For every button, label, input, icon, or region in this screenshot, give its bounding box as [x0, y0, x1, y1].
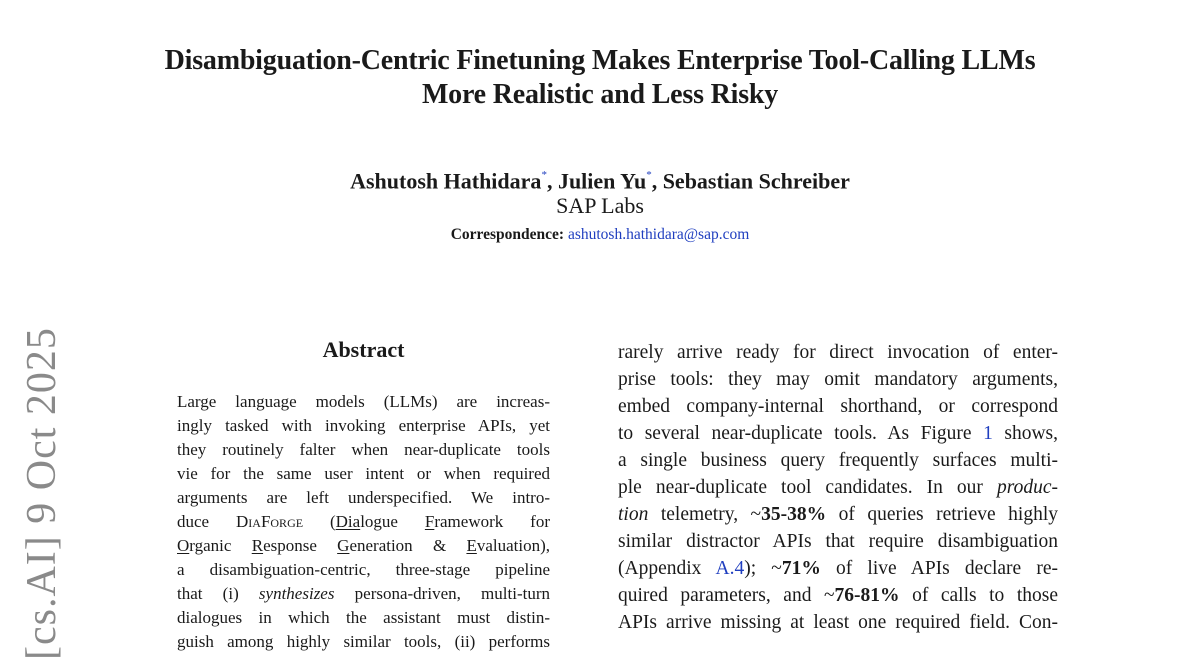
abstract-line: dialogues in which the assistant must distin- [177, 608, 550, 627]
figure-ref-link[interactable]: 1 [983, 423, 993, 444]
abstract-line: a disambiguation-centric, three-stage pipeline [177, 560, 550, 579]
abstract-line: they routinely falter when near-duplicate tools [177, 440, 550, 459]
text-run: (Appendix [618, 558, 716, 579]
author-separator: , [651, 168, 663, 194]
abstract-line: guish among highly similar tools, (ii) performs [177, 632, 550, 651]
correspondence-label: Correspondence: [450, 226, 565, 243]
body-line: rarely arrive ready for direct invocation of enter- [618, 342, 1058, 363]
arxiv-stamp: [cs.AI] 9 Oct 2025 [19, 327, 65, 660]
body-line: similar distractor APIs that require disambiguation [618, 531, 1058, 552]
text-run: esponse [263, 536, 338, 555]
text-run: ); ~ [744, 558, 782, 579]
text-run: of live APIs declare re- [820, 558, 1059, 579]
equal-contribution-mark[interactable]: * [541, 169, 547, 181]
abstract-line: ingly tasked with invoking enterprise APIs, yet [177, 416, 550, 435]
text-run: that (i) [177, 584, 259, 603]
abstract-heading: Abstract [322, 337, 405, 362]
body-line [618, 474, 1058, 501]
bold-stat: 76-81% [834, 585, 900, 606]
text-run: quired parameters, and ~ [618, 585, 835, 606]
body-line [618, 582, 1058, 609]
text-run: rganic [189, 536, 252, 555]
equal-contribution-mark[interactable]: * [646, 169, 652, 181]
affiliation: SAP Labs [556, 193, 644, 218]
abstract-line [177, 510, 550, 534]
author-name: Ashutosh Hathidara [350, 168, 542, 194]
text-run: of calls to those [899, 585, 1058, 606]
appendix-ref-link[interactable]: A.4 [715, 558, 745, 579]
author-separator: , [546, 168, 558, 194]
paper-title [0, 44, 1200, 112]
abstract-line: arguments are left underspecified. We intro- [177, 488, 550, 507]
title-line-2: More Realistic and Less Risky [421, 79, 779, 110]
abstract-line [177, 534, 550, 558]
text-run: persona-driven, multi-turn [334, 584, 550, 603]
text-run: shows, [992, 423, 1058, 444]
body-line: embed company-internal shorthand, or correspond [618, 396, 1058, 417]
title-line-1: Disambiguation-Centric Finetuning Makes Enterprise Tool-Calling LLMs [164, 45, 1036, 76]
emphasis: produc- [996, 477, 1058, 498]
abstract-line [177, 582, 550, 606]
text-run: eneration & [349, 536, 467, 555]
acronym-letter: R [251, 536, 264, 555]
acronym-letter: G [337, 536, 350, 555]
abstract-line: Large language models (LLMs) are increas- [177, 392, 550, 411]
text-run: duce [177, 512, 236, 531]
text-run: of queries retrieve highly [826, 504, 1058, 525]
text-run: ( [303, 512, 336, 531]
text-run: logue [360, 512, 425, 531]
acronym-letter: E [466, 536, 477, 555]
acronym-letter: Dia [335, 512, 361, 531]
system-name: DiaForge [236, 512, 304, 531]
abstract-body [177, 390, 550, 654]
emphasis: synthesizes [258, 584, 335, 603]
bold-stat: 71% [781, 558, 821, 579]
abstract-line: vie for the same user intent or when required [177, 464, 550, 483]
intro-column [618, 339, 1058, 636]
acronym-letter: F [424, 512, 435, 531]
author-name: Julien Yu [557, 168, 647, 194]
emphasis: tion [618, 504, 649, 525]
body-line [618, 420, 1058, 447]
body-line [618, 555, 1058, 582]
body-line: a single business query frequently surfaces multi- [618, 450, 1058, 471]
body-line: prise tools: they may omit mandatory arguments, [618, 369, 1058, 390]
text-run: ple near-duplicate tool candidates. In our [618, 477, 997, 498]
body-line [618, 501, 1058, 528]
body-line: APIs arrive missing at least one required field. Con- [618, 612, 1058, 633]
email-link[interactable]: ashutosh.hathidara@sap.com [567, 226, 750, 243]
text-run: valuation), [476, 536, 550, 555]
text-run: ramework for [434, 512, 550, 531]
text-run: to several near-duplicate tools. As Figure [618, 423, 984, 444]
author-name: Sebastian Schreiber [662, 168, 850, 194]
bold-stat: 35-38% [761, 504, 827, 525]
acronym-letter: O [177, 536, 190, 555]
text-run: telemetry, ~ [648, 504, 762, 525]
correspondence [0, 225, 1200, 245]
